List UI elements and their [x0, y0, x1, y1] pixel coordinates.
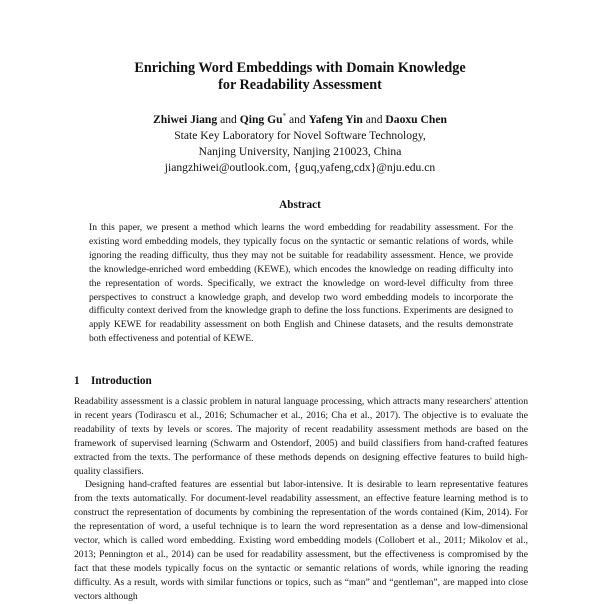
author-block — [0, 108, 600, 176]
title-line-2: for Readability Assessment — [218, 77, 382, 93]
affiliation-line-1: State Key Laboratory for Novel Software Technology, — [174, 128, 426, 142]
author-names — [0, 108, 600, 128]
author-3: Yafeng Yin — [308, 112, 363, 126]
author-1: Zhiwei Jiang — [153, 112, 218, 126]
abstract-heading: Abstract — [279, 199, 321, 211]
author-4: Daoxu Chen — [385, 112, 447, 126]
affiliation-line-2: Nanjing University, Nanjing 210023, China — [198, 144, 402, 158]
author-2-name: Qing Gu — [239, 112, 283, 126]
section-number: 1 — [74, 375, 80, 387]
author-sep-3: and — [365, 112, 383, 126]
title-line-1: Enriching Word Embeddings with Domain Knowledge — [134, 60, 466, 76]
author-sep-1: and — [220, 112, 237, 126]
intro-paragraph-1: Readability assessment is a classic problem in natural language processing, which attracts many researchers' attention in recent years (Todirascu et al., 2016; Schumacher et al., 2016; Cha et al., 2017). The objective is to evaluate the readability of texts by levels or scores. The majority of recent readability assessment methods are based on the framework of supervised learning (Schwarm and Ostendorf, 2005) and build classifiers from hand-crafted features extracted from the texts. The performance of these methods depends on designing effective features to build high-quality classifiers. — [74, 396, 528, 477]
introduction-body — [74, 395, 528, 604]
abstract-text: In this paper, we present a method which learns the word embedding for readability assessment. For the existing word embedding models, they typically focus on the syntactic or semantic relations of words, while ignoring the reading difficulty, thus they may not be suitable for readability assessment. Hence, we provide the knowledge-enriched word embedding (KEWE), which encodes the knowledge on reading difficulty into the representation of words. Specifically, we extract the knowledge on word-level difficulty from three perspectives to construct a knowledge graph, and develop two word embedding models to incorporate the difficulty context derived from the knowledge graph to define the loss functions. Experiments are designed to apply KEWE for readability assessment on both English and Chinese datasets, and the results demonstrate both effectiveness and potential of KEWE. — [89, 222, 513, 345]
corresponding-author-mark: * — [282, 112, 287, 120]
section-title: Introduction — [91, 375, 152, 387]
author-2 — [240, 113, 286, 126]
section-heading — [74, 375, 152, 387]
author-emails: jiangzhiwei@outlook.com, {guq,yafeng,cdx}@nju.edu.cn — [164, 160, 436, 174]
paper-title — [0, 60, 600, 94]
intro-paragraph-2: Designing hand-crafted features are essential but labor-intensive. It is desirable to learn representative features from the texts automatically. For document-level readability assessment, an effective feature learning method is to construct the representation of documents by combining the representation of the words contained (Kim, 2014). For the representation of word, a useful technique is to learn the word representation as a dense and low-dimensional vector, which is called word embedding. Existing word embedding models (Collobert et al., 2011; Mikolov et al., 2013; Pennington et al., 2014) can be used for readability assessment, but the effectiveness is compromised by the fact that these models typically focus on the syntactic or semantic relations of words, while ignoring the reading difficulty. As a result, words with similar functions or topics, such as “man” and “gentleman”, are mapped into close vectors although — [74, 479, 528, 602]
author-sep-2: and — [288, 112, 306, 126]
